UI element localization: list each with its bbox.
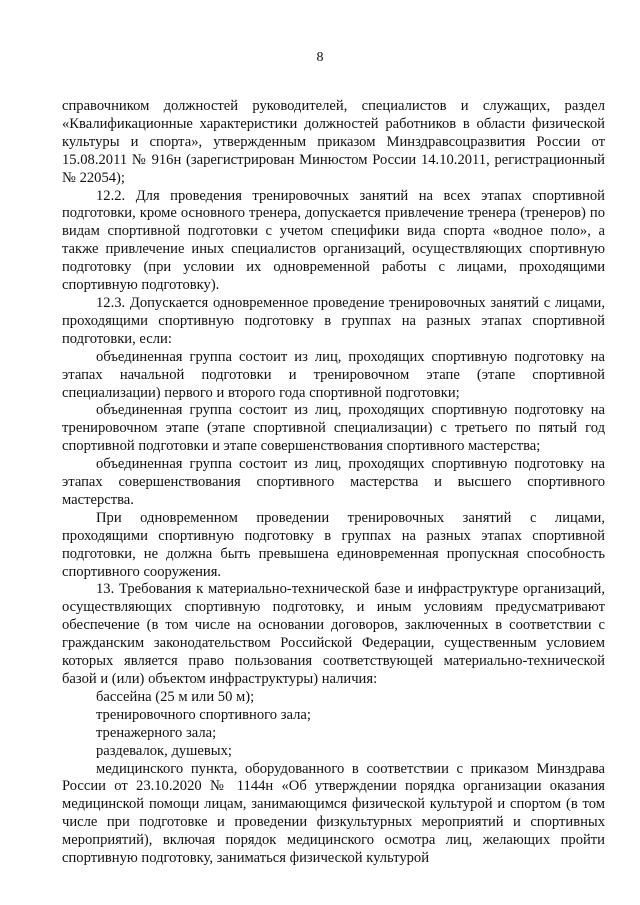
facility-item: тренажерного зала; <box>96 724 217 741</box>
paragraph-capacity: При одновременном проведении тренировочных занятий с лицами, проходящими спортивную подготовку в группах на разных этапах спортивной подготовки, не должна быть превышена единовременная пропускная способность спортивного сооружения. <box>62 509 605 580</box>
facility-item: тренировочного спортивного зала; <box>96 706 311 723</box>
facility-item-medical: медицинского пункта, оборудованного в соответствии с приказом Минздрава России от 23.10.2020 № 1144н «Об утверждении порядка организации оказания медицинской помощи лицам, занимающимся физической культурой и спортом (в том числе при подготовке и проведении физкультурных мероприятий и спортивных мероприятий), включая порядок медицинского осмотра лиц, желающих пройти спортивную подготовку, заниматься физической культурой <box>62 760 605 867</box>
document-body <box>62 98 605 868</box>
paragraph-13: 13. Требования к материально-технической базе и инфраструктуре организаций, осуществляющих спортивную подготовку, и иным условиям предусматривают обеспечение (в том числе на основании договоров, заключенных в соответствии с гражданским законодательством Российской Федерации, существенным условием которых является право пользования соответствующей материально-технической базой и (или) объектом инфраструктуры) наличия: <box>62 581 605 687</box>
condition-item: объединенная группа состоит из лиц, проходящих спортивную подготовку на тренировочном этапе (этапе спортивной специализации) с третьего по пятый год спортивной подготовки и этапе совершенствования спортивного мастерства; <box>62 402 605 455</box>
condition-item: объединенная группа состоит из лиц, проходящих спортивную подготовку на этапах начальной подготовки и тренировочном этапе (этапе спортивной специализации) первого и второго года спортивной подготовки; <box>62 348 605 401</box>
facility-item: бассейна (25 м или 50 м); <box>96 688 255 705</box>
paragraph-continuation: справочником должностей руководителей, специалистов и служащих, раздел «Квалификационные характеристики должностей работников в области физической культуры и спорта», утвержденным приказом Минздравсоцразвития России от 15.08.2011 № 916н (зарегистрирован Минюстом России 14.10.2011, регистрационный № 22054); <box>62 98 605 186</box>
facility-item: раздевалок, душевых; <box>96 742 232 759</box>
paragraph-12-3: 12.3. Допускается одновременное проведение тренировочных занятий с лицами, проходящими спортивную подготовку в группах на разных этапах спортивной подготовки, если: <box>62 294 605 347</box>
condition-item: объединенная группа состоит из лиц, проходящих спортивную подготовку на этапах совершенствования спортивного мастерства и высшего спортивного мастерства. <box>62 456 605 508</box>
page-number: 8 <box>316 50 324 65</box>
paragraph-12-2: 12.2. Для проведения тренировочных занятий на всех этапах спортивной подготовки, кроме основного тренера, допускается привлечение тренера (тренеров) по видам спортивной подготовки с учетом специфики вида спорта «водное поло», а также привлечение иных специалистов организаций, осуществляющих спортивную подготовку (при условии их одновременной работы с лицами, проходящими спортивную подготовку). <box>62 187 605 294</box>
